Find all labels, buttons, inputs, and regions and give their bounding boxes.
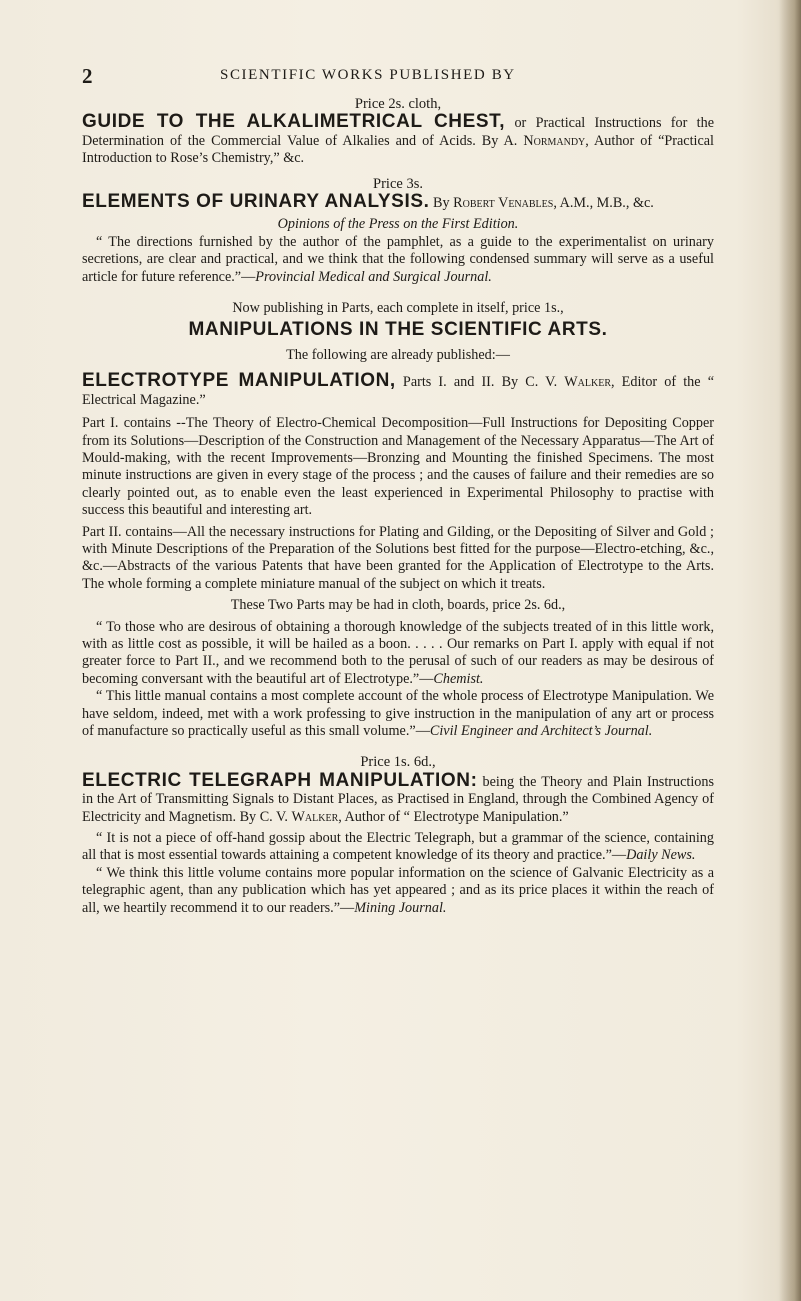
electrotype-review-2	[82, 688, 714, 740]
electrotype-review-2-source: Civil Engineer and Architect’s Journal.	[429, 723, 653, 739]
electrotype-title: ELECTROTYPE MANIPULATION,	[82, 370, 396, 392]
telegraph-desc-2: , Author of “ Electrotype Manipulation.”	[338, 808, 569, 825]
opinions-heading: Opinions of the Press on the First Edition.	[277, 216, 519, 233]
page-edge-shadow	[779, 0, 801, 1301]
manipulations-intro: Now publishing in Parts, each complete in itself, price 1s.,	[232, 300, 564, 317]
following-line: The following are already published:—	[286, 346, 510, 363]
telegraph-desc-1: being the Theory and Plain Instructions in the Art of Transmitting Signals to Distant Places, as Practised in England, through the Combined Agency of Electricity and Magnetism. By C. V.	[82, 773, 714, 825]
elements-desc: , A.M., M.B., &c.	[553, 195, 654, 212]
telegraph-title: ELECTRIC TELEGRAPH MANIPULATION:	[82, 769, 478, 791]
electrotype-review-1	[82, 619, 714, 689]
elements-review-source: Provincial Medical and Surgical Journal.	[255, 268, 492, 285]
guide-price: Price 2s. cloth,	[354, 96, 442, 112]
telegraph-review-2-source: Mining Journal.	[354, 899, 447, 916]
electrotype-review-1-source: Chemist.	[433, 670, 484, 687]
electrotype-entry	[82, 372, 714, 409]
elements-price: Price 3s.	[373, 175, 423, 192]
manipulations-title: MANIPULATIONS IN THE SCIENTIFIC ARTS.	[188, 319, 608, 341]
guide-entry	[82, 113, 714, 167]
page-number: 2	[82, 64, 93, 88]
elements-title: ELEMENTS OF URINARY ANALYSIS.	[82, 191, 430, 213]
telegraph-review-1-source: Daily News.	[626, 847, 696, 864]
telegraph-review-2	[82, 865, 714, 917]
electrotype-part1: Part I. contains --The Theory of Electro-Chemical Decomposition—Full Instructions for Depositing Copper from its Solutions—Description of the Construction and Management of the Necessary Apparatus—The Art of Mould-making, with the recent Improvements—Bronzing and Mounting the finished Specimens. The most minute instructions are given in every stage of the process ; and the causes of failure and their remedies are so clearly pointed out, as to enable even the least experienced in Experimental Philosophy to practise with success this beautiful and interesting art.	[82, 415, 714, 519]
elements-author: Robert Venables	[453, 195, 554, 212]
electrotype-desc-1: Parts I. and II. By C. V.	[395, 374, 565, 391]
elements-entry	[82, 193, 714, 212]
electrotype-part2: Part II. contains—All the necessary instructions for Plating and Gilding, or the Depositing of Silver and Gold ; with Minute Descriptions of the Preparation of the Solutions best fitted for the purpose—Electro-etching, &c., &c.—Abstracts of the various Patents that have been granted for the Application of Electrotype to the Arts. The whole forming a complete miniature manual of the subject on which it treats.	[82, 523, 714, 592]
telegraph-review-1	[82, 830, 714, 865]
page-content	[82, 96, 714, 917]
electrotype-desc-2: , Editor of the “ Electrical Magazine.”	[82, 374, 714, 408]
telegraph-price: Price 1s. 6d.,	[360, 754, 436, 771]
elements-by: By	[429, 195, 454, 212]
telegraph-author: Walker	[291, 808, 339, 825]
electrotype-review-1-text: “ To those who are desirous of obtaining a thorough knowledge of the subjects treated of in this little work, with as little cost as possible, it will be hailed as a boon. . . . . Our remarks on Part I. apply with equal if not greater force to Part II., and we recommend both to the perusal of such of our readers as may be desirous of becoming conversant with the beautiful art of Electrotype.”—	[82, 618, 714, 687]
telegraph-review-1-text: “ It is not a piece of off-hand gossip about the Electric Telegraph, but a grammar of the science, containing all that is most essential towards attaining a competent knowledge of its theory and practice.”—	[82, 830, 714, 864]
guide-author: Normandy	[523, 132, 586, 149]
elements-review	[82, 234, 714, 286]
guide-title: GUIDE TO THE ALKALIMETRICAL CHEST,	[82, 111, 506, 133]
electrotype-author: Walker	[564, 374, 611, 391]
running-title: SCIENTIFIC WORKS PUBLISHED BY	[220, 67, 516, 83]
elements-review-text: “ The directions furnished by the author of the pamphlet, as a guide to the experimentalist on urinary secretions, are clear and practical, and we think that the following condensed summary will serve as a useful article for future reference.”—	[82, 233, 714, 285]
electrotype-review-2-text: “ This little manual contains a most complete account of the whole process of Electrotype Manipulation. We have seldom, indeed, met with a work professing to give instruction in the manipulation of any art or process of manufacture so practically useful as this small volume.”—	[82, 688, 714, 739]
telegraph-entry	[82, 769, 714, 826]
guide-desc-2: , Author of “Practical Introduction to Rose’s Chemistry,” &c.	[82, 132, 714, 167]
telegraph-review-2-text: “ We think this little volume contains more popular information on the science of Galvanic Electricity as a telegraphic agent, than any publication which has yet appeared ; and as its price places it within the reach of all, we heartily recommend it to our readers.”—	[82, 864, 714, 916]
guide-desc-1: or Practical Instructions for the Determination of the Commercial Value of Alkalies and of Acids. By A.	[82, 115, 714, 149]
electrotype-bound: These Two Parts may be had in cloth, boards, price 2s. 6d.,	[230, 597, 566, 614]
